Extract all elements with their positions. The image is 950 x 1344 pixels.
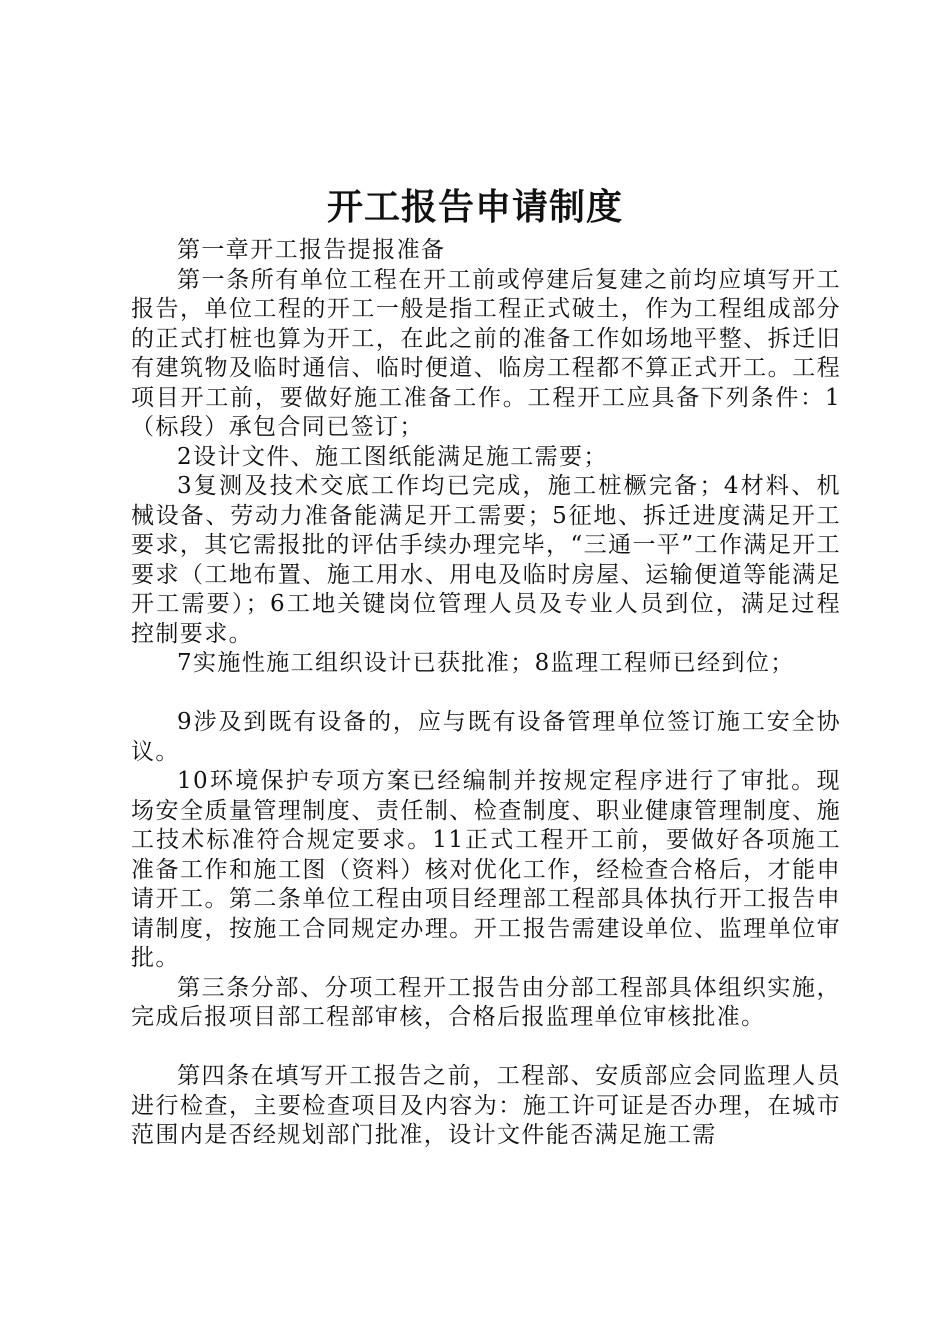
paragraph-items-7-8: 7实施性施工组织设计已获批准；8监理工程师已经到位； <box>177 650 795 676</box>
paragraph-items-3-6: 3复测及技术交底工作均已完成，施工桩橛完备；4材料、机械设备、劳动力准备能满足开工需要；5征地、拆迁进度满足开工要求，其它需报批的评估手续办理完毕，“三通一平”工作满足开工要求（工地布置、施工用水、用电及临时房屋、运输便道等能满足开工需要）；6工地关键岗位管理人员及专业人员到位，满足过程控制要求。 <box>131 473 841 647</box>
paragraph-item-2: 2设计文件、施工图纸能满足施工需要； <box>177 443 608 470</box>
paragraph-article-3: 第三条分部、分项工程开工报告由分部工程部具体组织实施，完成后报项目部工程部审核，合格后报监理单位审核批准。 <box>131 974 841 1030</box>
chapter-heading: 第一章开工报告提报准备 <box>177 237 446 263</box>
paragraph-item-9: 9涉及到既有设备的，应与既有设备管理单位签订施工安全协议。 <box>131 709 841 765</box>
document-body <box>131 236 841 1151</box>
document-title: 开工报告申请制度 <box>326 187 623 228</box>
paragraph-article-1: 第一条所有单位工程在开工前或停建后复建之前均应填写开工报告，单位工程的开工一般是指工程正式破土，作为工程组成部分的正式打桩也算为开工，在此之前的准备工作如场地平整、拆迁旧有建筑物及临时通信、临时便道、临房工程都不算正式开工。工程项目开工前，要做好施工准备工作。工程开工应具备下列条件：1（标段）承包合同已签订； <box>131 266 841 440</box>
paragraph-items-10-11: 10环境保护专项方案已经编制并按规定程序进行了审批。现场安全质量管理制度、责任制、检查制度、职业健康管理制度、施工技术标准符合规定要求。11正式工程开工前，要做好各项施工准备工作和施工图（资料）核对优化工作，经检查合格后，才能申请开工。第二条单位工程由项目经理部工程部具体执行开工报告申请制度，按施工合同规定办理。开工报告需建设单位、监理单位审批。 <box>131 768 841 971</box>
paragraph-article-4: 第四条在填写开工报告之前，工程部、安质部应会同监理人员进行检查，主要检查项目及内容为：施工许可证是否办理，在城市范围内是否经规划部门批准，设计文件能否满足施工需 <box>131 1063 841 1148</box>
